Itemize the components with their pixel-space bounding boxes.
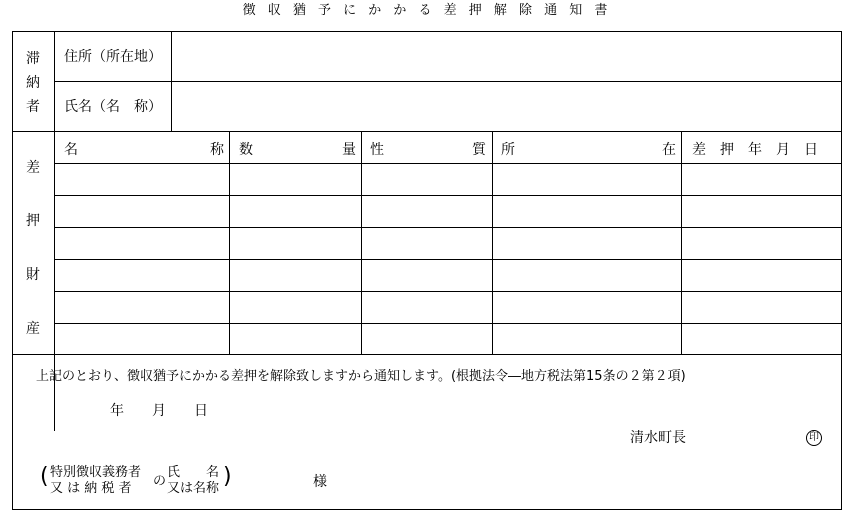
address-field[interactable]	[180, 40, 835, 74]
recipient-honorific: 様	[313, 474, 327, 490]
right-paren: )	[223, 464, 232, 489]
address-label: 住所（所在地）	[64, 49, 162, 65]
address-name-divider	[54, 81, 841, 82]
issuer-name: 清水町長	[630, 430, 686, 446]
property-col-line	[492, 131, 493, 354]
property-row-line	[54, 323, 841, 324]
frame-bottom	[12, 509, 842, 510]
recipient-name2: 又は名称	[167, 481, 220, 496]
property-col-line	[361, 131, 362, 354]
property-row-line	[54, 291, 841, 292]
property-header-line	[54, 163, 841, 164]
column-header-name: 名 称	[64, 142, 224, 158]
property-row-line	[54, 195, 841, 196]
left-paren: (	[40, 464, 49, 489]
property-label-char: 財	[26, 267, 40, 283]
date-field: 年 月 日	[110, 403, 208, 419]
seal-mark	[806, 430, 822, 446]
property-label-char: 産	[26, 321, 40, 337]
name-label: 氏名（名 称）	[64, 99, 162, 115]
taxpayer-property-divider	[12, 131, 842, 132]
property-col-line	[229, 131, 230, 354]
property-bottom-line	[12, 354, 842, 355]
document-title: 徴 収 猶 予 に か か る 差 押 解 除 通 知 書	[242, 3, 612, 18]
column-header-seizure-date: 差 押 年 月 日	[692, 142, 818, 158]
property-row-line	[54, 259, 841, 260]
property-label-char: 押	[26, 213, 40, 229]
frame-top	[12, 31, 842, 32]
frame-left	[12, 31, 13, 510]
column-header-location: 所 在	[501, 142, 676, 158]
property-row-line	[54, 227, 841, 228]
recipient-name1: 氏 名	[167, 465, 220, 480]
frame-right	[841, 31, 842, 510]
recipient-line2: 又 は 納 税 者	[50, 481, 132, 496]
taxpayer-label-char: 納	[26, 75, 40, 91]
notice-text: 上記のとおり、徴収猶予にかかる差押を解除致しますから通知します。(根拠法令―地方税法第15条の２第２項)	[36, 369, 686, 384]
taxpayer-label-char: 滞	[26, 51, 40, 67]
taxpayer-label-char: 者	[26, 99, 40, 115]
column-header-quality: 性 質	[370, 142, 486, 158]
name-field[interactable]	[180, 90, 835, 124]
column-header-quantity: 数 量	[239, 142, 356, 158]
seal-icon: 印	[806, 430, 822, 446]
property-label-char: 差	[26, 160, 40, 176]
property-col-line	[681, 131, 682, 354]
recipient-line1: 特別徴収義務者	[50, 465, 142, 480]
recipient-no: の	[153, 474, 167, 489]
